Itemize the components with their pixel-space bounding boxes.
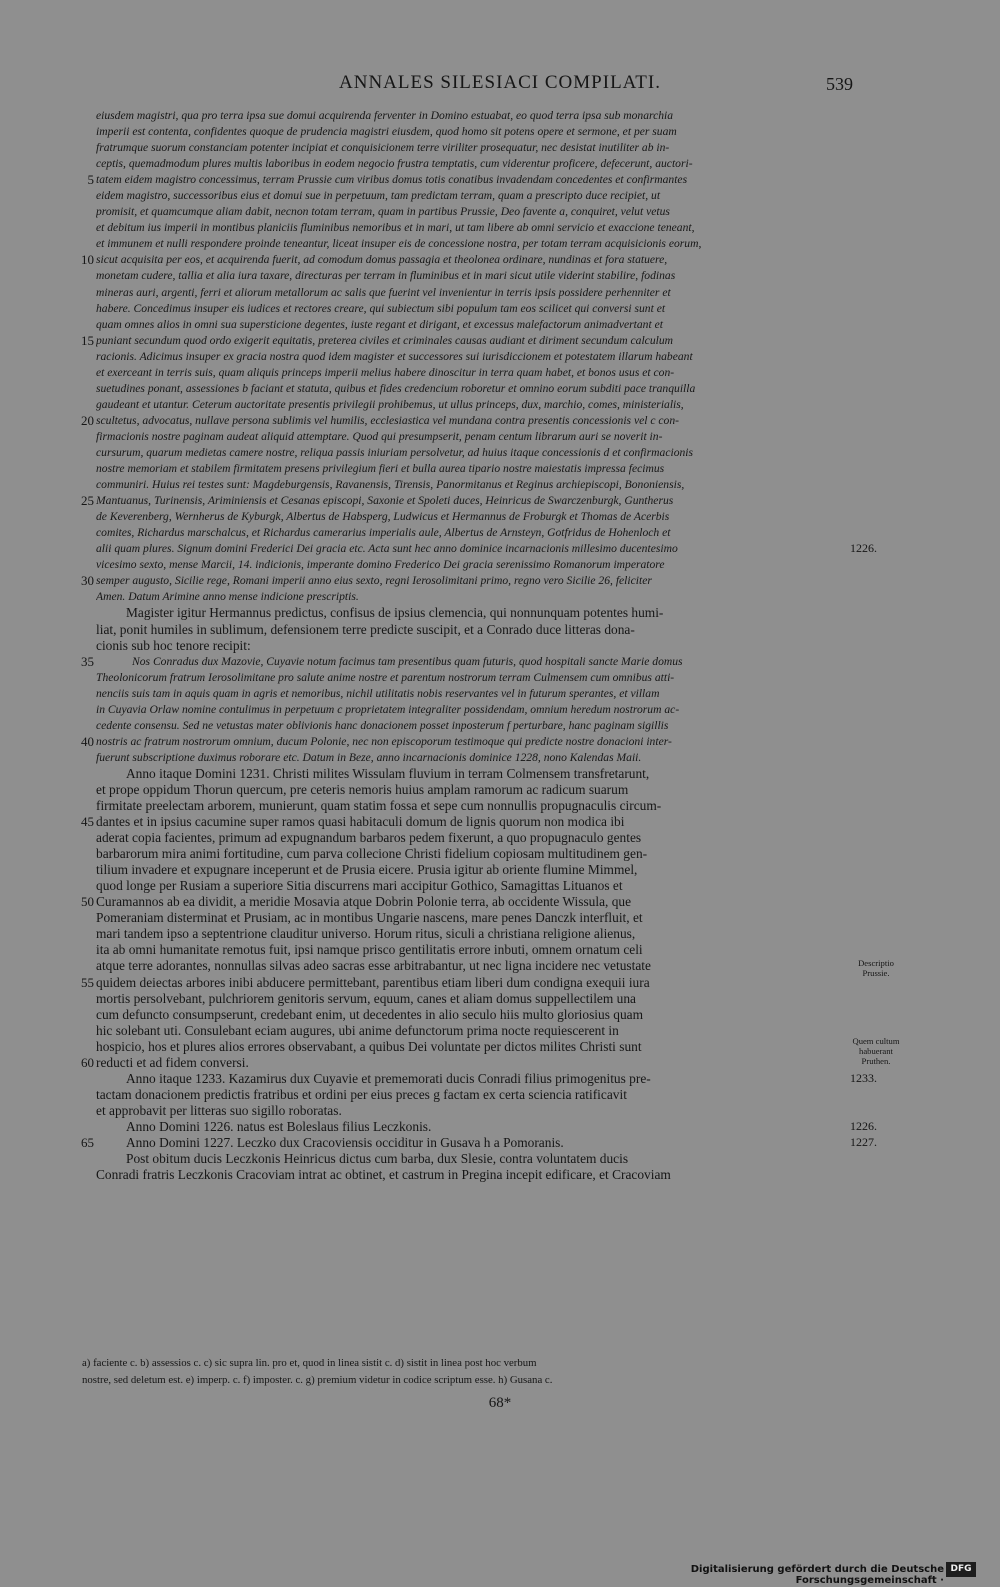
line-text: barbarorum mira animi fortitudine, cum parva collecione Christi fidelium copiosam multitudinem gen-: [96, 846, 648, 862]
text-line: [0, 750, 1000, 766]
line-number: 55: [81, 974, 94, 990]
line-text: sicut acquisita per eos, et acquirenda fuerit, ad comodum domus passagia et theolonea ordinare, nundinas et fora statuere,: [96, 253, 668, 267]
text-line: [0, 268, 1000, 284]
line-text: liat, ponit humiles in sublimum, defensionem terre predicte suscipit, et a Conrado duce litteras dona-: [96, 621, 635, 637]
margin-year: 1226.: [850, 1118, 877, 1133]
digitization-credit: Digitalisierung gefördert durch die Deutsche Forschungsgemeinschaft ·: [690, 1564, 944, 1586]
text-line: [0, 188, 1000, 204]
line-number: 15: [81, 332, 94, 348]
line-text: tatem eidem magistro concessimus, terram Prussie cum viribus domus totis conatibus invadendam concedentes et confirmantes: [96, 173, 688, 187]
line-text: suetudines ponant, assessiones b faciant et statuta, quibus et fides credencium roboretur et omnino eorum subditi pace tranquilla: [96, 381, 696, 395]
text-line: [0, 1007, 1000, 1023]
line-text: mortis persolvebant, pulchriorem genitoris servum, equum, canes et aliam domus suppellectilem una: [96, 990, 636, 1006]
line-number: 30: [81, 573, 94, 589]
footnotes: [82, 1355, 852, 1389]
line-text: Pomeraniam disterminat et Prusiam, ac in montibus Ungarie nascens, mare penes Danczk interfluit, et: [96, 910, 643, 926]
text-line: [0, 878, 1000, 894]
text-line: [0, 349, 1000, 365]
text-line: [0, 862, 1000, 878]
line-text: cionis sub hoc tenore recipit:: [96, 637, 251, 653]
line-text: promisit, et quamcumque aliam dabit, necnon totam terram, quam in partibus Prussie, Deo favente a, conquiret, velut vetus: [96, 205, 670, 219]
text-line: [0, 991, 1000, 1007]
line-text: fuerunt subscriptione duximus roborare etc. Datum in Beze, anno incarnacionis dominice 1228, nono Kalendas Maii.: [96, 750, 642, 764]
line-text: reducti et ad fidem conversi.: [96, 1054, 249, 1070]
text-line: [0, 830, 1000, 846]
line-number: 25: [81, 493, 94, 509]
footnote-line: nostre, sed deletum est. e) imperp. c. f) imposter. c. g) premium videtur in codice scriptum esse. h) Gusana c.: [82, 1374, 553, 1386]
line-text: tactam donacionem predictis fratribus et ordini per eius preces g factam ex certa sciencia ratificavit: [96, 1086, 627, 1102]
line-text: eidem magistro, successoribus eius et domui sue in perpetuum, tam predictam terram, quam a prescripto duce recipiet, ut: [96, 189, 661, 203]
text-line: [0, 1087, 1000, 1103]
signature-mark: 68*: [488, 1395, 512, 1411]
text-line: [0, 252, 1000, 268]
line-text: habere. Concedimus insuper eis iudices et rectores creare, qui subiectum sibi populum tam eos scilicet qui conversi sunt et: [96, 301, 666, 315]
dfg-logo: DFG: [946, 1562, 976, 1577]
text-line: [0, 814, 1000, 830]
line-text: in Cuyavia Orlaw nomine contulimus in perpetuum c proprietatem integraliter possidendam, omnium heredum nostrorum ac-: [96, 702, 680, 716]
line-text: cum defuncto consumpserunt, credebant enim, ut decedentes in alio seculo hiis multo gloriosius quam: [96, 1006, 644, 1022]
text-line: [0, 156, 1000, 172]
line-number: 40: [81, 733, 94, 749]
line-number: 45: [81, 814, 94, 830]
line-text: vicesimo sexto, mense Marcii, 14. indicionis, imperante domino Frederico Dei gracia serenissimo Romanorum imperatore: [96, 558, 665, 572]
text-line: [0, 670, 1000, 686]
text-line: [0, 220, 1000, 236]
text-line: [0, 782, 1000, 798]
line-text: Mantuanus, Turinensis, Ariminiensis et Cesanas episcopi, Saxonie et Spoleti duces, Heinricus de Swarczenburgk, Guntherus: [96, 494, 674, 508]
line-text: Nos Conradus dux Mazovie, Cuyavie notum facimus tam presentibus quam futuris, quod hospitali sancte Marie domus: [132, 654, 683, 668]
line-text: Magister igitur Hermannus predictus, confisus de ipsius clemencia, qui nonnunquam potentes humi-: [126, 605, 664, 621]
text-line: [0, 445, 1000, 461]
line-number: 60: [81, 1054, 94, 1070]
text-line: [0, 525, 1000, 541]
line-text: hospicio, hos et plures alios errores observabant, a quibus Dei voluntate per dictos milites Christi sunt: [96, 1038, 642, 1054]
line-text: cursurum, quarum medietas camere nostre, reliqua passis iniuriam persolvetur, ad huius itaque concessionis d et confirmacionis: [96, 445, 694, 459]
line-number: 35: [81, 653, 94, 669]
line-text: ceptis, quemadmodum plures multis laboribus in eodem negocio frustra temptatis, cum viderentur proficere, defecerunt, auctori-: [96, 157, 693, 171]
margin-year: 1233.: [850, 1070, 877, 1085]
line-text: quam omnes alios in omni sua supersticione degentes, iuste regant et dirigant, et excessus malefactorum animadvertant et: [96, 317, 663, 331]
running-header-title: ANNALES SILESIACI COMPILATI.: [339, 72, 661, 93]
line-text: atque terre adorantes, nonnullas silvas adeo sacras esse arbitrabantur, ut nec ligna incidere nec vetustate: [96, 958, 651, 974]
line-text: gaudeant et utantur. Ceterum auctoritate presentis privilegii prohibemus, ut ullus princeps, dux, marchio, comes, ministerialis,: [96, 397, 684, 411]
line-text: nostris ac fratrum nostrorum omnium, ducum Polonie, nec non episcoporum testimoque qui predicte nostre donacioni inter-: [96, 734, 672, 748]
text-line: [0, 461, 1000, 477]
line-text: communiri. Huius rei testes sunt: Magdeburgensis, Ravanensis, Tirensis, Panormitanus et Reginus archiepiscopi, Bononiensis,: [96, 478, 685, 492]
page-number: 539: [826, 74, 853, 94]
text-line: [0, 798, 1000, 814]
line-text: quod longe per Rusiam a superiore Sitia discurrens mari accipitur Gothico, Samagittas Lituanos et: [96, 878, 623, 894]
line-text: eiusdem magistri, qua pro terra ipsa sue domui acquirenda ferventer in Domino estuabat, eo quod terra ipsa sub monarchia: [96, 109, 674, 122]
text-line: [0, 1167, 1000, 1183]
line-number: 5: [87, 172, 94, 188]
text-line: [0, 894, 1000, 910]
text-line: [0, 573, 1000, 589]
text-line: [0, 638, 1000, 654]
line-text: Anno Domini 1226. natus est Boleslaus filius Leczkonis.: [126, 1118, 432, 1134]
text-line: [0, 108, 1000, 124]
text-line: [0, 301, 1000, 317]
line-text: hic solebant uti. Consulebant eciam augures, ubi anime defunctorum prima nocte requiescerent in: [96, 1022, 619, 1038]
line-text: Anno Domini 1227. Leczko dux Cracoviensis occiditur in Gusava h a Pomoranis.: [126, 1135, 564, 1150]
line-number: 50: [81, 894, 94, 910]
line-text: Curamannos ab ea dividit, a meridie Mosavia atque Dobrin Polonie terra, ab occidente Wissula, que: [96, 894, 632, 910]
footnote-line: a) faciente c. b) assessios c. c) sic supra lin. pro et, quod in linea sistit c. d) sistit in linea post hoc verbum: [82, 1357, 537, 1369]
line-text: firmitate preelectam arborem, munierunt, quam statim fossa et sepe cum nonnullis propugnaculis circum-: [96, 798, 662, 814]
line-text: mineras auri, argenti, ferri et aliorum metallorum ac salis que fuerint vel invenientur in terris ipsis possidere perhenniter et: [96, 285, 671, 299]
text-line: [0, 1103, 1000, 1119]
text-line: [0, 397, 1000, 413]
line-text: nostre memoriam et stabilem firmitatem presens privilegium fieri et bulla aurea tipario nostre maiestatis impressa fecimus: [96, 462, 665, 476]
text-line: [0, 541, 1000, 557]
line-text: et approbavit per litteras suo sigillo roboratas.: [96, 1102, 342, 1118]
text-line: [0, 926, 1000, 942]
line-text: quidem deiectas arbores inibi abducere permittebant, parentibus etiam liberi dum condigna exequii iura: [96, 974, 650, 990]
text-line: [0, 172, 1000, 188]
line-text: aderat copia facientes, primum ad expugnandum barbaros pedem fixerunt, a quo propugnaculo gentes: [96, 830, 642, 846]
margin-note-descriptio: Descriptio Prussie.: [858, 958, 894, 978]
line-text: ita ab omni humanitate remotus fuit, ipsi namque prisco gentilitatis errore inbuti, omnem ornatum celi: [96, 942, 643, 958]
line-text: Anno itaque 1233. Kazamirus dux Cuyavie et prememorati ducis Conradi filius primogenitus pre-: [126, 1070, 651, 1086]
line-text: cedente consensu. Sed ne vetustas mater oblivionis hanc donacionem posset inposterum f perturbare, hanc paginam sigillis: [96, 718, 669, 732]
text-line: [0, 734, 1000, 750]
line-text: et prope oppidum Thorun quercum, pre ceteris nemoris huius amplam ramorum ac radicum suarum: [96, 781, 629, 797]
text-line: [0, 509, 1000, 525]
text-line: [0, 1135, 1000, 1151]
line-text: nenciis suis tam in aquis quam in agris et nemoribus, nichil utilitatis nobis reservantes vel in futurum sperantes, et villam: [96, 686, 660, 700]
text-line: [0, 413, 1000, 429]
line-text: Post obitum ducis Leczkonis Heinricus dictus cum barba, dux Slesie, contra voluntatem ducis: [126, 1151, 629, 1167]
text-line: [0, 1151, 1000, 1167]
text-line: [0, 766, 1000, 782]
text-line: [0, 557, 1000, 573]
text-line: [0, 285, 1000, 301]
text-line: [0, 702, 1000, 718]
line-text: alii quam plures. Signum domini Frederici Dei gracia etc. Acta sunt hec anno dominice incarnacionis millesimo ducentesimo: [96, 542, 678, 556]
text-line: [0, 365, 1000, 381]
line-text: fratrumque suorum constanciam potenter incipiat et conquisicionem terre viriliter prosequatur, nec desistat inutiliter ab in-: [96, 141, 670, 155]
text-line: [0, 1119, 1000, 1135]
line-text: scultetus, advocatus, nullave persona sublimis vel humilis, ecclesiastica vel mundana contra presentis concessionis vel c con-: [96, 413, 680, 427]
text-line: [0, 381, 1000, 397]
text-line: [0, 477, 1000, 493]
text-line: [0, 589, 1000, 605]
line-text: tilium invadere et expugnare inceperunt et de Prusia eicere. Prusia igitur ab oriente flumine Mimmel,: [96, 862, 638, 878]
text-line: [0, 605, 1000, 621]
text-line: [0, 942, 1000, 958]
text-line: [0, 718, 1000, 734]
text-line: [0, 317, 1000, 333]
line-text: Anno itaque Domini 1231. Christi milites Wissulam fluvium in terram Colmensem transfretarunt,: [126, 765, 650, 781]
text-line: [0, 124, 1000, 140]
line-text: semper augusto, Sicilie rege, Romani imperii anno eius sexto, regni Ierosolimitani primo, regno vero Sicilie 26, feliciter: [96, 574, 652, 588]
text-line: [0, 654, 1000, 670]
line-text: monetam cudere, tallia et alia iura taxare, directuras per terram in fluminibus et in mari sicut utile viderint stabilire, fodinas: [96, 269, 676, 283]
text-line: [0, 846, 1000, 862]
line-text: comites, Richardus marschalcus, et Richardus camerarius imperialis aule, Albertus de Arnsteyn, Gotfridus de Hohenloch et: [96, 526, 671, 540]
line-text: et immunem et nulli respondere proinde teneantur, liceat insuper eis de concessione nostra, per totam terram acquisicionis eorum,: [96, 237, 702, 251]
line-number: 65: [81, 1135, 94, 1150]
line-text: de Keverenberg, Wernherus de Kyburgk, Albertus de Habsperg, Ludwicus et Hermannus de Froburgk et Thomas de Acerbis: [96, 510, 670, 524]
text-line: [0, 236, 1000, 252]
line-text: Theolonicorum fratrum Ierosolimitane pro salute anime nostre et parentum nostrorum terram Culmensem cum omnibus atti-: [96, 670, 675, 684]
line-text: puniant secundum quod ordo exigerit equitatis, preterea civiles et criminales causas audiant et diriment secundum calculum: [96, 333, 674, 347]
text-line: [0, 493, 1000, 509]
line-text: Amen. Datum Arimine anno mense indicione prescriptis.: [96, 590, 359, 604]
text-line: [0, 622, 1000, 638]
text-line: [0, 140, 1000, 156]
line-number: 10: [81, 252, 94, 268]
text-line: [0, 1071, 1000, 1087]
line-text: et debitum ius imperii in montibus planiciis fluminibus nemoribus et in mari, ut tam libere ab omni servicio et exaccione teneant,: [96, 221, 695, 235]
text-line: [0, 429, 1000, 445]
text-line: [0, 204, 1000, 220]
margin-year: 1227.: [850, 1135, 877, 1149]
text-line: [0, 333, 1000, 349]
line-text: racionis. Adicimus insuper ex gracia nostra quod idem magister et successores sui iurisdiccionem et potestatem illarum habeant: [96, 349, 693, 363]
line-number: 20: [81, 412, 94, 428]
line-text: dantes et in ipsius cacumine super ramos quasi habitaculi domum de lignis quorum non modica ibi: [96, 814, 625, 830]
line-text: firmacionis nostre paginam audeat aliquid attemptare. Quod qui presumpserit, penam centum librarum auri se noverit in-: [96, 429, 663, 443]
margin-note-cult: Quem cultum habuerant Pruthen.: [852, 1036, 900, 1066]
margin-year: 1226.: [850, 541, 877, 556]
text-body: [0, 108, 1000, 1183]
line-text: mari tandem ipso a septentrione clauditur universo. Horum ritus, siculi a christiana religione alienus,: [96, 926, 636, 942]
line-text: imperii est contenta, confidentes quoque de prudencia magistri eiusdem, quod homo sit potens opere et sermone, et per suam: [96, 125, 677, 139]
line-text: Conradi fratris Leczkonis Cracoviam intrat ac obtinet, et castrum in Pregina incepit edificare, et Cracoviam: [96, 1167, 671, 1183]
text-line: [0, 910, 1000, 926]
line-text: et exerceant in terris suis, quam aliquis princeps imperii melius habere dinoscitur in terra quam habet, et bonos usus et con-: [96, 365, 675, 379]
text-line: [0, 686, 1000, 702]
